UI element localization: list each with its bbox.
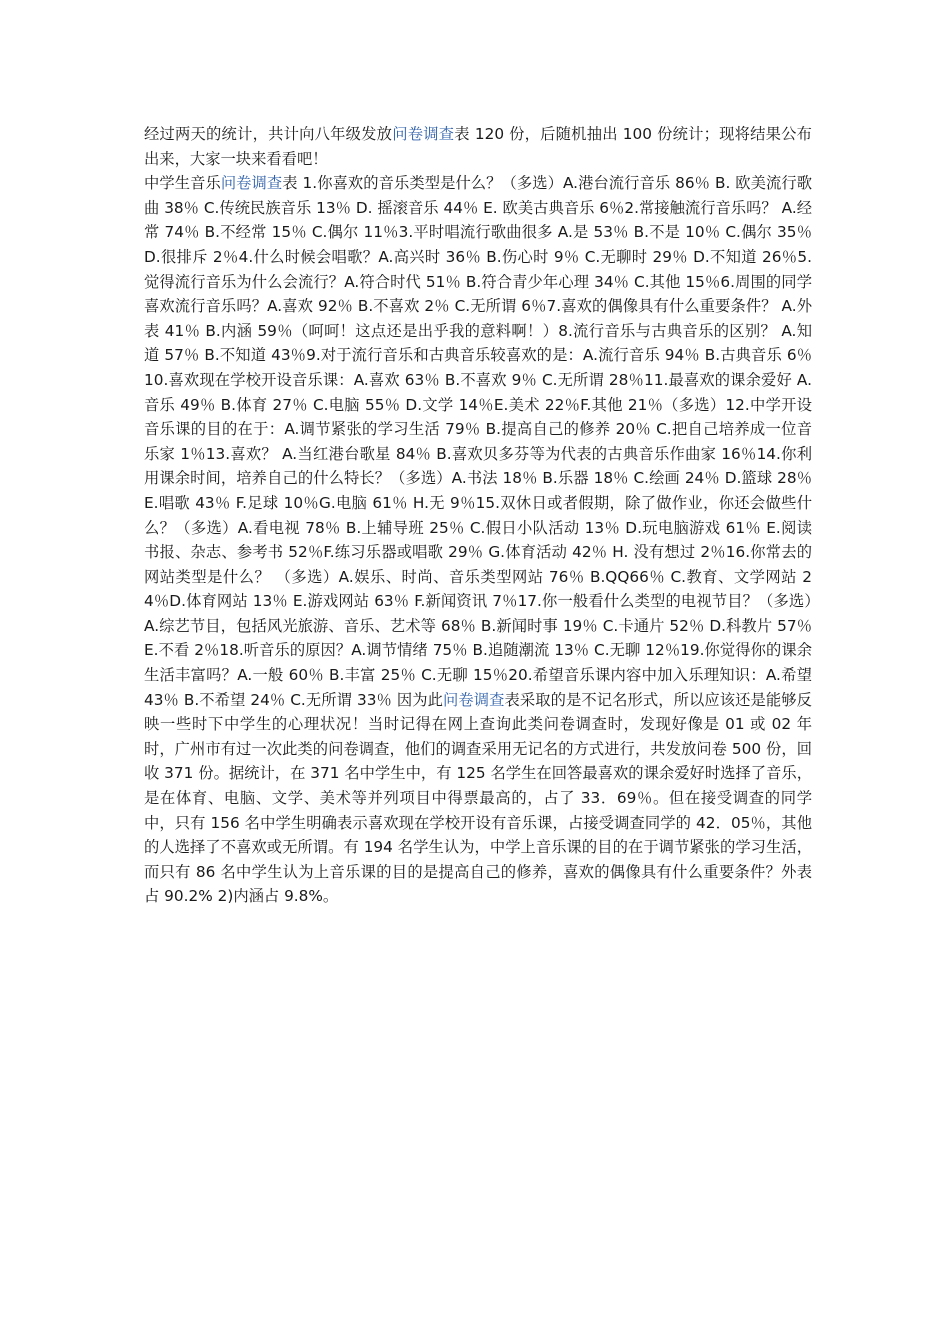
- survey-link-2[interactable]: 问卷调查: [220, 174, 283, 193]
- survey-conclusion-text: 表采取的是不记名形式，所以应该还是能够反映一些时下中学生的心理状况！当时记得在网上查询此类问卷调查时，发现好像是 01 或 02 年时，广州市有过一次此类的问卷调查，他们的调查采用无记名的方式进行，共发放问卷 500 份，回收 371 份。据统计，在 371 名中学生中，有 125 名学生在回答最喜欢的课余爱好时选择了音乐，是在体育、电脑、文学、美术等并列项目中得票最高的，占了 33．69％。但在接受调查的同学中，只有 156 名中学生明确表示喜欢现在学校开设有音乐课，占接受调查同学的 42．05％，其他的人选择了不喜欢或无所谓。有 194 名学生认为，中学上音乐课的目的在于调节紧张的学习生活，而只有 86 名中学生认为上音乐课的目的是提高自己的修养，喜欢的偶像具有什么重要条件？外表占 90.2% 2)内涵占 9.8%。: [144, 690, 812, 906]
- survey-results-text: 表 1.你喜欢的音乐类型是什么？（多选）A.港台流行音乐 86％ B. 欧美流行歌曲 38％ C.传统民族音乐 13％ D. 摇滚音乐 44％ E. 欧美古典音乐 6％2.常接触流行音乐吗？ A.经常 74％ B.不经常 15％ C.偶尔 11％3.平时唱流行歌曲很多 A.是 53％ B.不是 10％ C.偶尔 35％ D.很排斥 2％4.什么时候会唱歌？A.高兴时 36％ B.伤心时 9％ C.无聊时 29％ D.不知道 26％5.觉得流行音乐为什么会流行？A.符合时代 51％ B.符合青少年心理 34％ C.其他 15％6.周围的同学喜欢流行音乐吗？A.喜欢 92％ B.不喜欢 2％ C.无所谓 6％7.喜欢的偶像具有什么重要条件？ A.外表 41％ B.内涵 59％（呵呵！这点还是出乎我的意料啊！）8.流行音乐与古典音乐的区别？ A.知道 57％ B.不知道 43％9.对于流行音乐和古典音乐较喜欢的是：A.流行音乐 94％ B.古典音乐 6％10.喜欢现在学校开设音乐课：A.喜欢 63％ B.不喜欢 9％ C.无所谓 28％11.最喜欢的课余爱好 A.音乐 49％ B.体育 27％ C.电脑 55％ D.文学 14％E.美术 22％F.其他 21％（多选）12.中学开设音乐课的目的在于：A.调节紧张的学习生活 79％ B.提高自己的修养 20％ C.把自己培养成一位音乐家 1％13.喜欢？ A.当红港台歌星 84％ B.喜欢贝多芬等为代表的古典音乐作曲家 16％14.你利用课余时间，培养自己的什么特长？（多选）A.书法 18％ B.乐器 18％ C.绘画 24％ D.篮球 28％ E.唱歌 43％ F.足球 10％G.电脑 61％ H.无 9％15.双休日或者假期，除了做作业，你还会做些什么？（多选）A.看电视 78％ B.上辅导班 25％ C.假日小队活动 13％ D.玩电脑游戏 61％ E.阅读书报、杂志、参考书 52％F.练习乐器或唱歌 29％ G.体育活动 42％ H. 没有想过 2％16.你常去的网站类型是什么？ （多选）A.娱乐、时尚、音乐类型网站 76％ B.QQ66％ C.教育、文学网站 24％D.体育网站 13％ E.游戏网站 63％ F.新闻资讯 7％17.你一般看什么类型的电视节目？（多选）A.综艺节目，包括风光旅游、音乐、艺术等 68％ B.新闻时事 19％ C.卡通片 52％ D.科教片 57％ E.不看 2％18.听音乐的原因？A.调节情绪 75％ B.追随潮流 13％ C.无聊 12％19.你觉得你的课余生活丰富吗？A.一般 60％ B.丰富 25％ C.无聊 15％20.希望音乐课内容中加入乐理知识：A.希望 43％ B.不希望 24％ C.无所谓 33％ 因为此: [144, 174, 812, 709]
- survey-link-3[interactable]: 问卷调查: [442, 690, 505, 709]
- document-body: [144, 122, 812, 909]
- survey-link[interactable]: 问卷调查: [392, 125, 455, 143]
- intro-text-after: 表 120 份，后随机抽出 100 份统计；现将结果公布出来，大家一块来看看吧！: [144, 125, 812, 168]
- survey-text-before: 中学生音乐: [144, 174, 221, 193]
- intro-text-before: 经过两天的统计，共计向八年级发放: [144, 125, 393, 143]
- survey-paragraph: [144, 171, 812, 909]
- intro-paragraph: [144, 122, 812, 171]
